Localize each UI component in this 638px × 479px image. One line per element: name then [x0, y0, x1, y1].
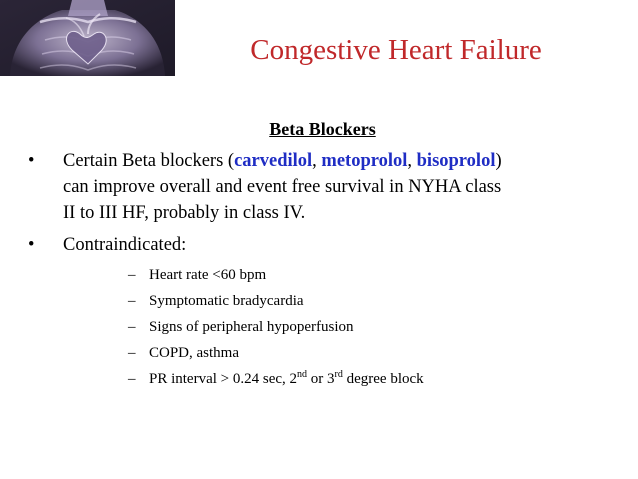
contraindication-item — [128, 340, 608, 366]
dash-marker: – — [128, 345, 136, 361]
contraindication-item — [128, 262, 608, 288]
contraindication-list — [128, 262, 608, 392]
bullet-marker: • — [28, 235, 35, 255]
pr-interval-text: PR interval > 0.24 sec, 2 — [149, 371, 298, 387]
contraindication-item — [128, 288, 608, 314]
anatomy-heart-image — [0, 0, 175, 76]
contraindication-item — [128, 314, 608, 340]
bullet-list — [28, 148, 613, 264]
contraindication-item — [128, 366, 608, 392]
slide-title: Congestive Heart Failure — [250, 34, 542, 66]
drug-separator: , — [312, 151, 322, 171]
bullet-text-before: Certain Beta blockers ( — [63, 151, 235, 171]
pr-interval-or: or 3 — [307, 371, 335, 387]
section-subtitle: Beta Blockers — [269, 119, 376, 139]
contraindication-text: Symptomatic bradycardia — [149, 293, 304, 309]
dash-marker: – — [128, 293, 136, 309]
drug-separator: , — [407, 151, 417, 171]
bullet-contraindicated — [28, 232, 613, 258]
ordinal-suffix-rd: rd — [334, 369, 343, 380]
bullet-line-3: II to III HF, probably in class IV. — [63, 203, 306, 223]
drug-metoprolol: metoprolol — [321, 151, 408, 171]
contraindication-text: Signs of peripheral hypoperfusion — [149, 319, 354, 335]
bullet-line-2: can improve overall and event free survival in NYHA class — [63, 177, 502, 197]
contraindication-text: COPD, asthma — [149, 345, 239, 361]
contraindication-text: Heart rate <60 bpm — [149, 267, 267, 283]
contraindication-text — [149, 371, 424, 387]
drug-carvedilol: carvedilol — [234, 151, 313, 171]
bullet-marker: • — [28, 151, 35, 171]
ordinal-suffix-nd: nd — [297, 369, 308, 380]
pr-interval-degree-block: degree block — [342, 371, 424, 387]
dash-marker: – — [128, 267, 136, 283]
dash-marker: – — [128, 371, 136, 387]
drug-bisoprolol: bisoprolol — [416, 151, 496, 171]
bullet-beta-blockers — [28, 148, 613, 226]
anatomy-heart-icon — [0, 0, 175, 76]
dash-marker: – — [128, 319, 136, 335]
bullet-text-close: ) — [495, 151, 502, 171]
bullet-contraindicated-label: Contraindicated: — [63, 235, 187, 255]
bullet-line-1 — [63, 148, 613, 174]
